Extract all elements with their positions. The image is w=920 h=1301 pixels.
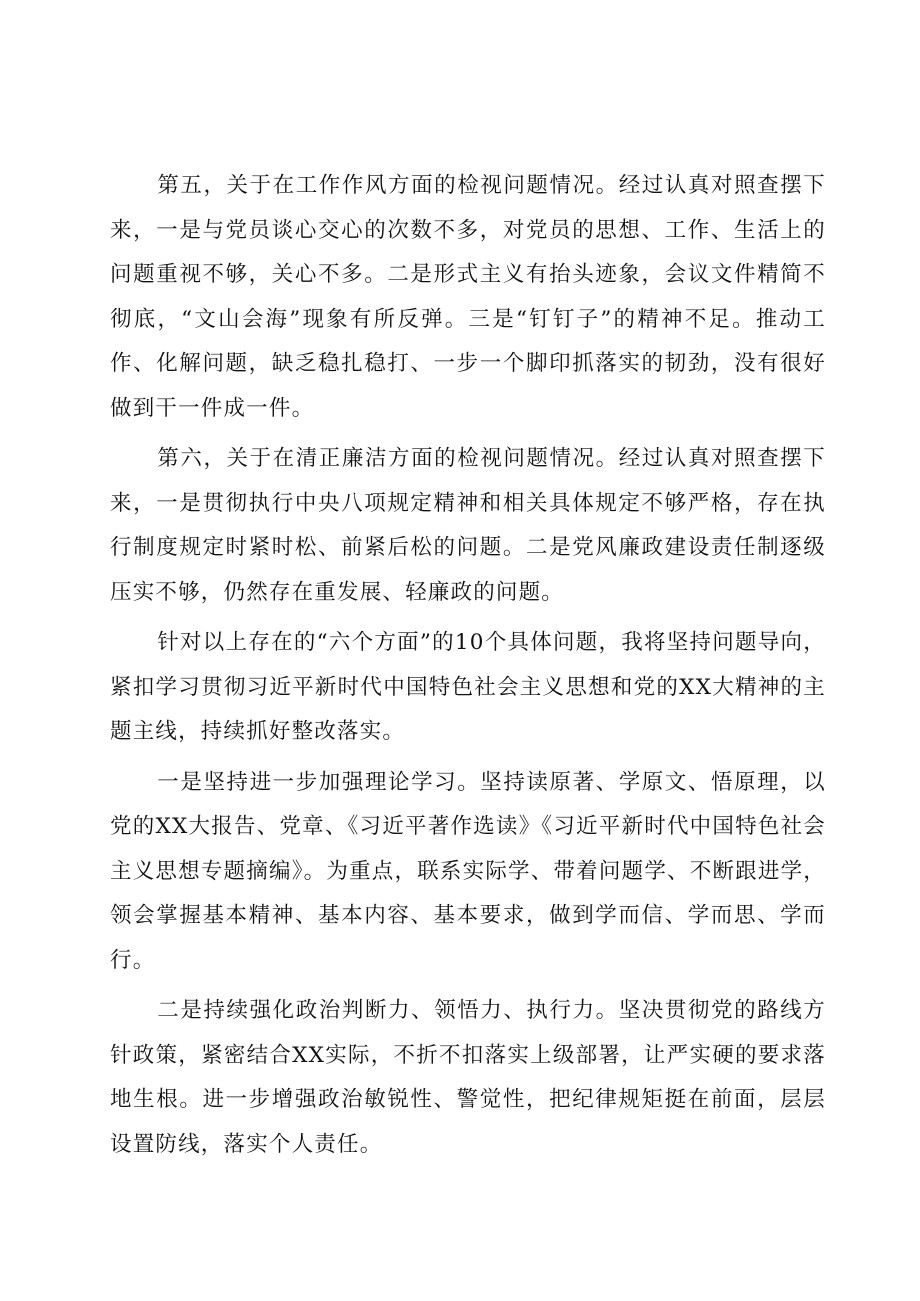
- paragraph-work-style: 第五，关于在工作作风方面的检视问题情况。经过认真对照查摆下来，一是与党员谈心交心的次数不多，对党员的思想、工作、生活上的问题重视不够，关心不多。二是形式主义有抬头迹象，会议文件精简不彻底，“文山会海”现象有所反弹。三是“钉钉子”的精神不足。推动工作、化解问题，缺乏稳扎稳打、一步一个脚印抓落实的韧劲，没有很好做到干一件成一件。: [110, 173, 826, 421]
- paragraph-rectification-intro: 针对以上存在的“六个方面”的10个具体问题，我将坚持问题导向，紧扣学习贯彻习近平新时代中国特色社会主义思想和党的XX大精神的主题主线，持续抓好整改落实。: [110, 630, 826, 744]
- paragraph-integrity: 第六，关于在清正廉洁方面的检视问题情况。经过认真对照查摆下来，一是贯彻执行中央八项规定精神和相关具体规定不够严格，存在执行制度规定时紧时松、前紧后松的问题。二是党风廉政建设责任制逐级压实不够，仍然存在重发展、轻廉政的问题。: [110, 446, 826, 605]
- paragraph-political-ability: 二是持续强化政治判断力、领悟力、执行力。坚决贯彻党的路线方针政策，紧密结合XX实际，不折不扣落实上级部署，让严实硬的要求落地生根。进一步增强政治敏锐性、警觉性，把纪律规矩挺在前面，层层设置防线，落实个人责任。: [110, 998, 826, 1157]
- document-body: [110, 164, 826, 1173]
- paragraph-theory-study: 一是坚持进一步加强理论学习。坚持读原著、学原文、悟原理，以党的XX大报告、党章、《习近平著作选读》《习近平新时代中国特色社会主义思想专题摘编》。为重点，联系实际学、带着问题学、不断跟进学，领会掌握基本精神、基本内容、基本要求，做到学而信、学而思、学而行。: [110, 769, 826, 973]
